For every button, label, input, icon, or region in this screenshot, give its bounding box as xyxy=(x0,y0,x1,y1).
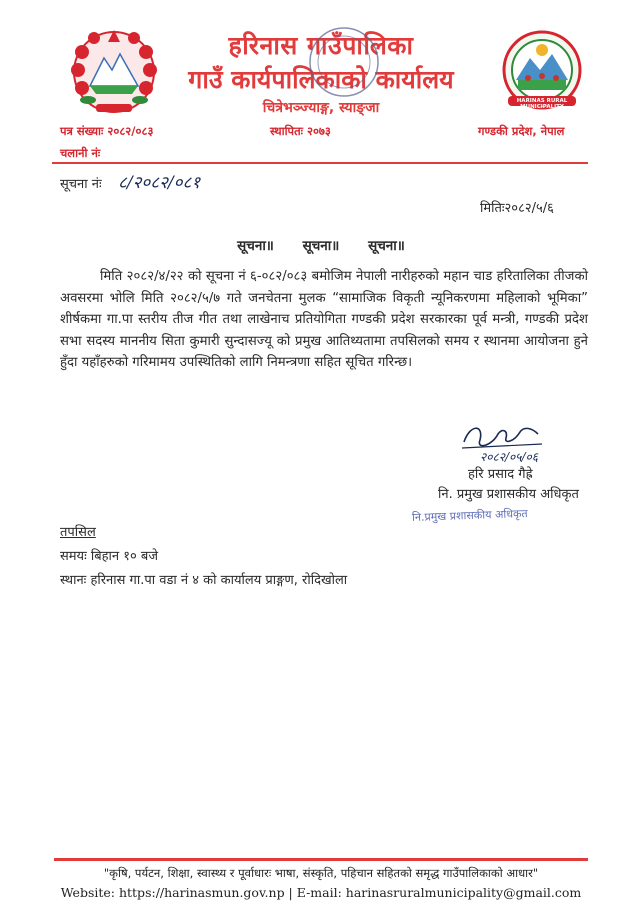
office-address: चित्रेभञ्ज्याङ्ग, स्याङ्जा xyxy=(262,100,380,116)
established-year: स्थापितः २०७३ xyxy=(270,124,331,138)
notice-heading-word: सूचना॥ xyxy=(302,238,340,254)
municipality-logo-text: HARINAS RURAL MUNICIPALITY xyxy=(516,98,568,110)
notice-body: मिति २०८२/४/२२ को सूचना नं ६-०८२/०८३ बमोजिम नेपाली नारीहरुको महान चाड हरितालिका तीजको अवसरमा भोलि मिति २०८२/५/७ गते जनचेतना मुलक “सामाजिक विकृती न्यूनिकरणमा महिलाको भूमिका” शीर्षकमा गा.पा स्तरीय तीज गीत तथा लाखेनाच प्रतियोगिता गण्डकी प्रदेश सरकारका पूर्व मन्त्री, गण्डकी प्रदेश सभा सदस्य माननीय सिता कुमारी सुन्दासज्यू को प्रमुख आतिथ्यतामा तपसिलको समय र स्थानमा आयोजना हुने हुँदा यहाँहरुको गरिमामय उपस्थितिको लागि निमन्त्रणा सहित सूचित गरिन्छ। xyxy=(60,269,588,370)
signatory-designation: नि. प्रमुख प्रशासकीय अधिकृत xyxy=(438,487,579,502)
signature-date: २०८२/०५/०६ xyxy=(480,450,539,464)
office-seal-stamp xyxy=(304,22,384,102)
office-name: गाउँ कार्यपालिकाको कार्यालय xyxy=(188,65,454,94)
event-venue: स्थानः हरिनास गा.पा वडा नं ४ को कार्यालय प्राङ्गण, रोदिखोला xyxy=(60,573,348,588)
header-divider xyxy=(52,162,588,164)
notice-number-label: सूचना नंः xyxy=(60,177,102,192)
footer-contact: Website: https://harinasmun.gov.np | E-mail: harinasruralmunicipality@gmail.com xyxy=(60,885,582,900)
signatory-name: हरि प्रसाद गैह्रे xyxy=(468,467,533,482)
municipality-name: हरिनास गाउँपालिका xyxy=(228,31,414,60)
notice-heading-word: सूचना॥ xyxy=(368,238,405,254)
notice-heading-word: सूचना॥ xyxy=(237,238,274,254)
details-heading: तपसिल xyxy=(60,525,96,540)
dispatch-number: चलानी नंः xyxy=(60,146,101,160)
reference-number: पत्र संख्याः २०८२/०८३ xyxy=(60,124,154,138)
notice-number-handwritten: ८/२०८२/०८१ xyxy=(118,173,201,193)
province-label: गण्डकी प्रदेश, नेपाल xyxy=(478,124,565,138)
notice-date: मितिः२०८२/५/६ xyxy=(480,201,554,216)
footer-divider xyxy=(54,858,588,861)
event-time: समयः बिहान १० बजे xyxy=(60,549,158,564)
footer-motto: "कृषि, पर्यटन, शिक्षा, स्वास्थ्य र पूर्वाधारः भाषा, संस्कृति, पहिचान सहितको समृद्ध गाउँपालिकाको आधार" xyxy=(103,866,539,880)
notice-heading xyxy=(0,236,642,254)
designation-stamp: नि.प्रमुख प्रशासकीय अधिकृत xyxy=(411,506,528,525)
